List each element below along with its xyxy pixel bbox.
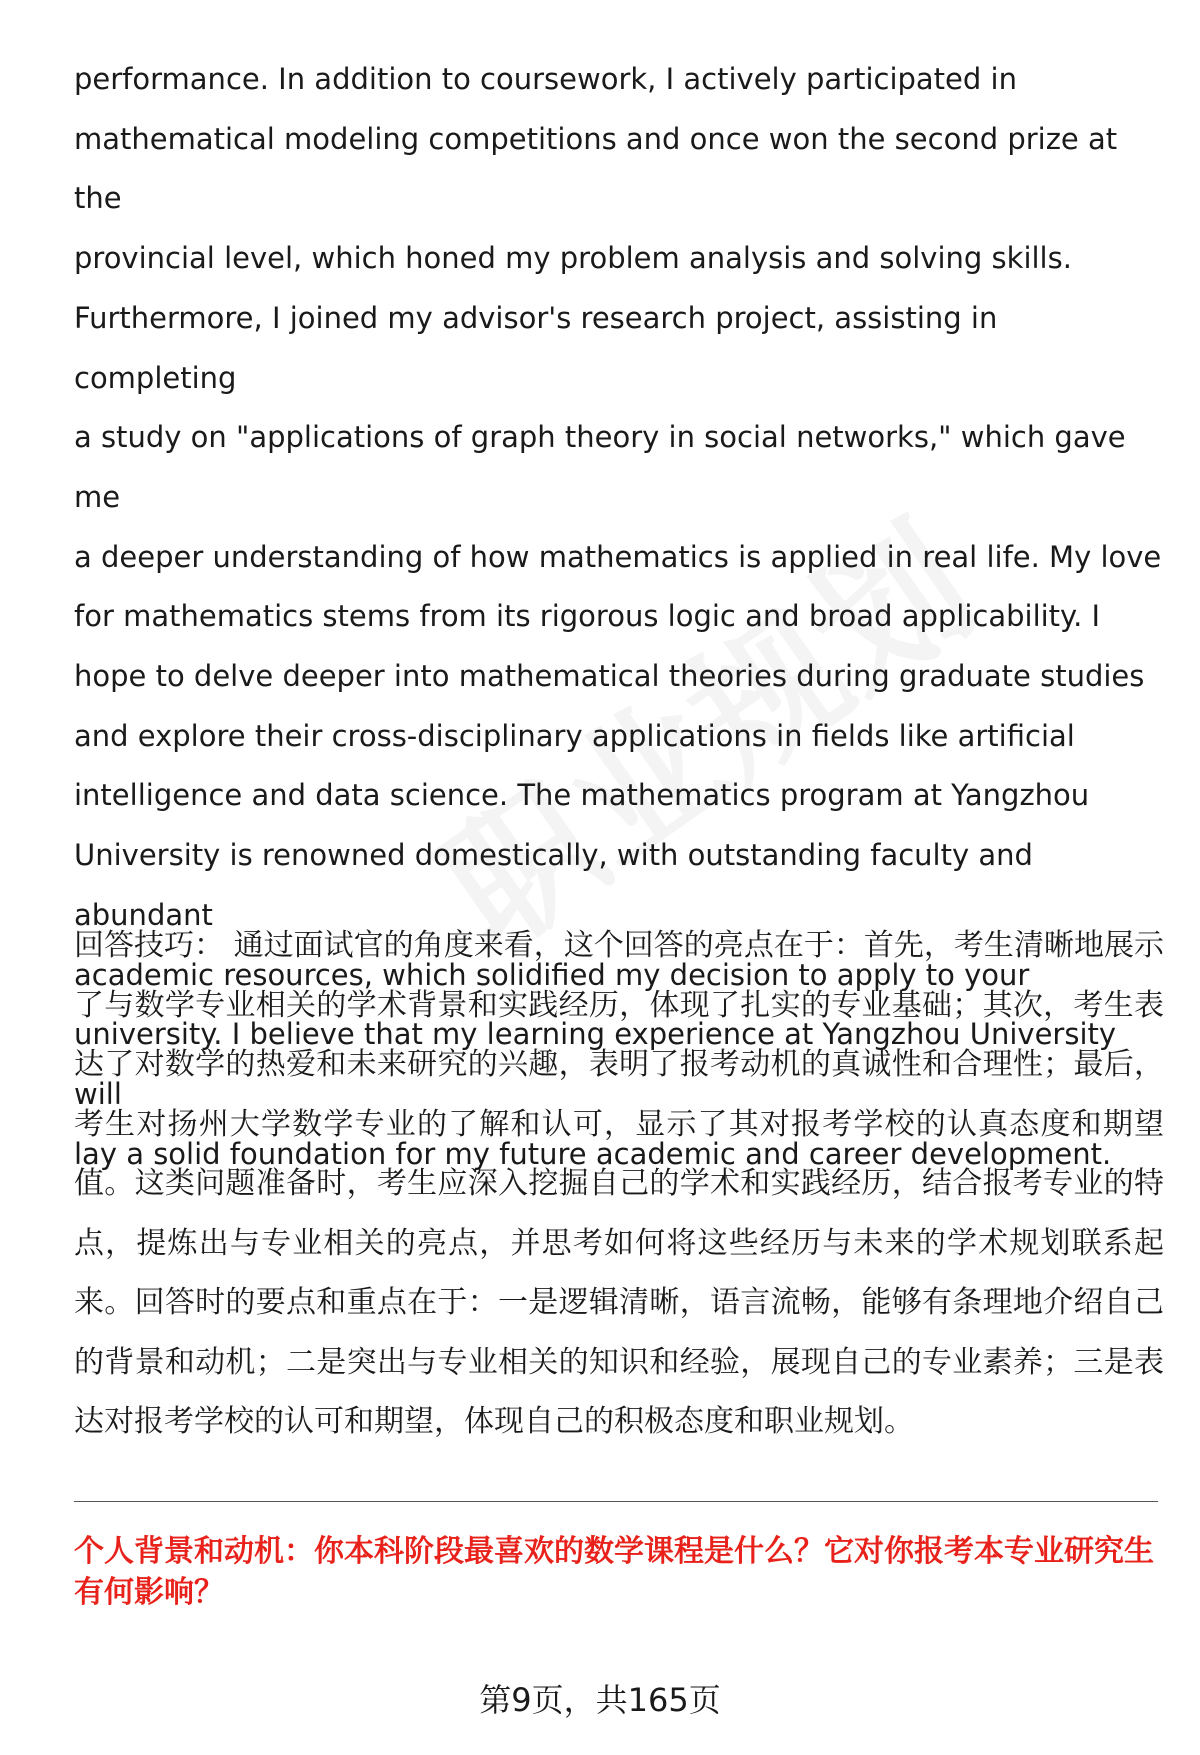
answer-line: intelligence and data science. The mathematics program at Yangzhou <box>74 778 1090 813</box>
answer-line: lay a solid foundation for my future academic and career development. <box>74 1136 1112 1171</box>
section-divider <box>74 1501 1158 1502</box>
answer-line: University is renowned domestically, with outstanding faculty and abundant <box>74 838 1033 932</box>
page-number: 第9页，共165页 <box>479 1681 721 1719</box>
answer-line: hope to delve deeper into mathematical theories during graduate studies <box>74 659 1145 694</box>
answer-line: and explore their cross-disciplinary applications in fields like artificial <box>74 718 1075 753</box>
answer-line: provincial level, which honed my problem analysis and solving skills. <box>74 241 1072 276</box>
answer-line: a study on "applications of graph theory in social networks," which gave me <box>74 420 1126 514</box>
answer-line: for mathematics stems from its rigorous logic and broad applicability. I <box>74 599 1101 634</box>
answer-line: a deeper understanding of how mathematics is applied in real life. My love <box>74 539 1162 574</box>
answer-line: Furthermore, I joined my advisor's research project, assisting in completing <box>74 300 998 395</box>
answer-line: university. I believe that my learning experience at Yangzhou University will <box>74 1017 1117 1111</box>
answer-line: mathematical modeling competitions and once won the second prize at the <box>74 121 1118 216</box>
answer-tips: 回答技巧： 通过面试官的角度来看，这个回答的亮点在于：首先，考生清晰地展示了与数学专业相关的学术背景和实践经历，体现了扎实的专业基础；其次，考生表达了对数学的热爱和未来研究的兴趣，表明了报考动机的真诚性和合理性；最后，考生对扬州大学数学专业的了解和认可，显示了其对报考学校的认真态度和期望值。这类问题准备时，考生应深入挖掘自己的学术和实践经历，结合报考专业的特点，提炼出与专业相关的亮点，并思考如何将这些经历与未来的学术规划联系起来。回答时的要点和重点在于：一是逻辑清晰，语言流畅，能够有条理地介绍自己的背景和动机；二是突出与专业相关的知识和经验，展现自己的专业素养；三是表达对报考学校的认可和期望，体现自己的积极态度和职业规划。 <box>74 928 1164 1439</box>
answer-line: performance. In addition to coursework, I actively participated in <box>74 62 1017 96</box>
question-heading: 个人背景和动机：你本科阶段最喜欢的数学课程是什么？它对你报考本专业研究生有何影响？ <box>74 1534 1154 1610</box>
answer-line: academic resources, which solidified my decision to apply to your <box>74 957 1030 992</box>
